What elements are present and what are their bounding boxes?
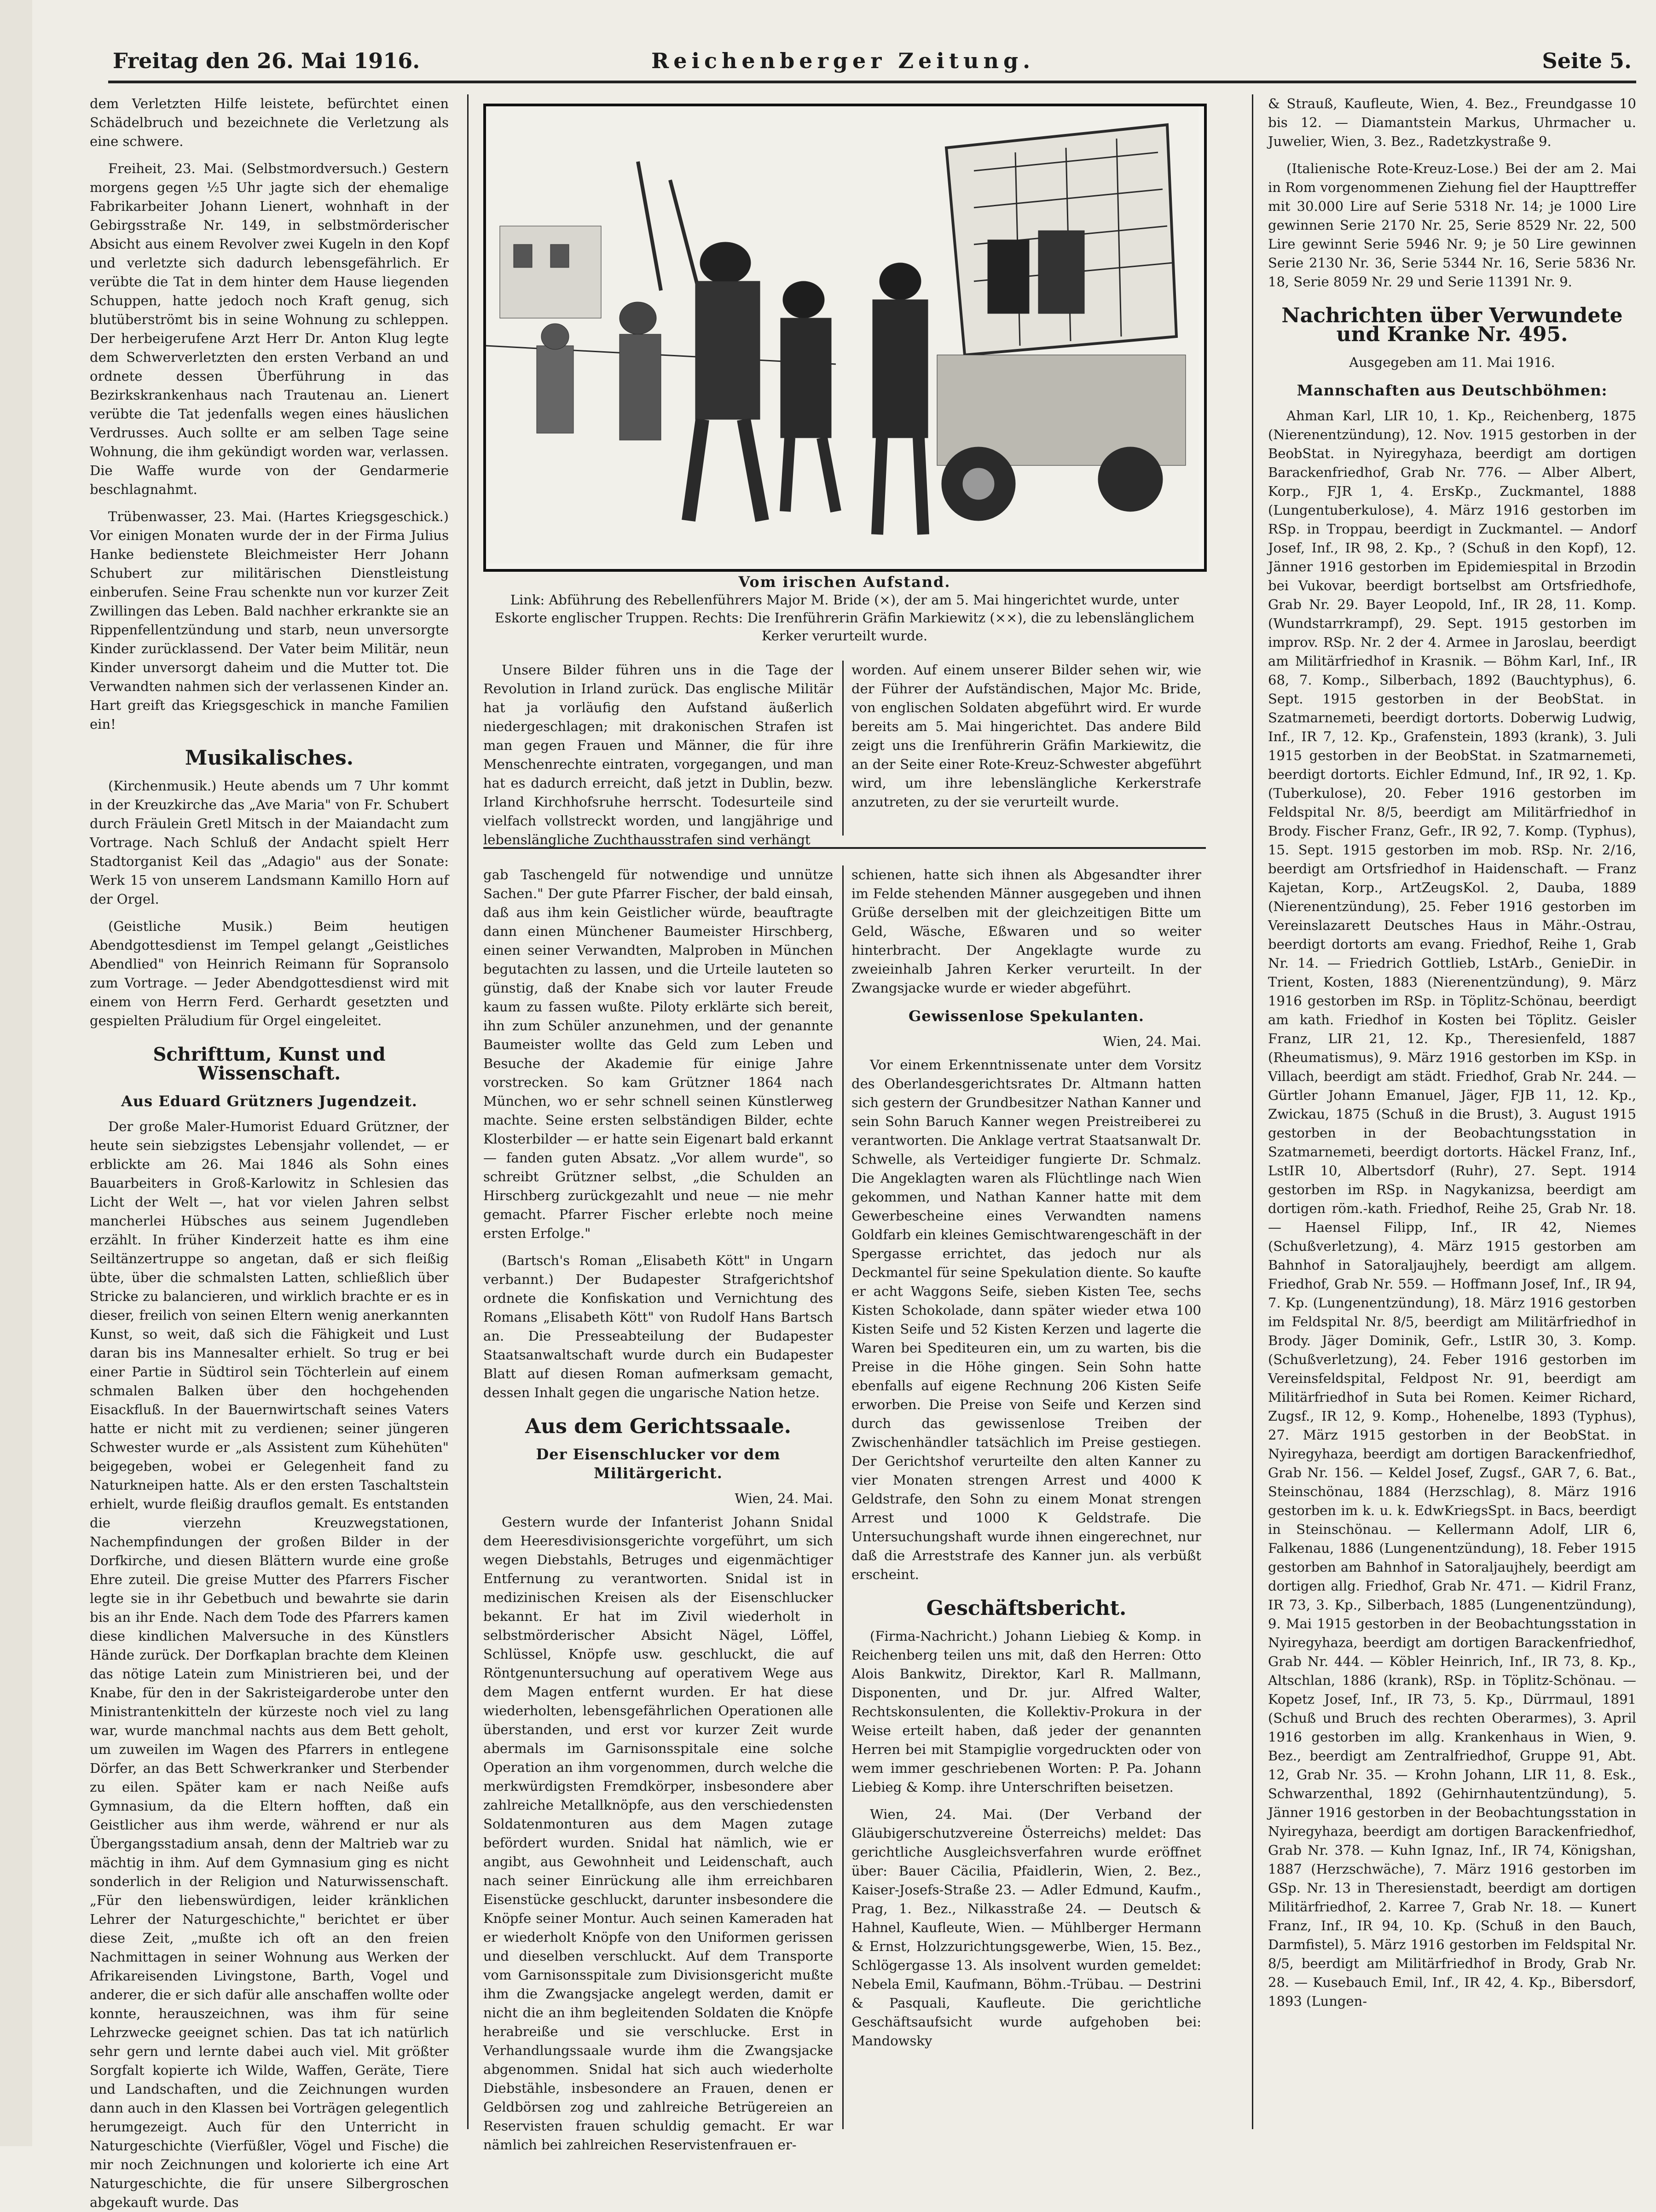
photo-article-right [851,661,1201,836]
left-margin-strip [0,0,32,2146]
article-text: Trübenwasser, 23. Mai. (Hartes Kriegsgeschick.) Vor einigen Monaten wurde der in der Firma Julius Hanke bedienstete Bleichmeister Herr Johann Schubert zur militärischen Dienstleistung einberufen. Seine Frau schenkte nun vor kurzer Zeit Zwillingen das Leben. Bald nachher erkrankte sie an Rippenfellentzündung und starb, neun unversorgte Kinder zurücklassend. Der Vater beim Militär, neun Kinder unversorgt daheim und die Mutter tot. Die Verwandten nahmen sich der verlassenen Kinder an. Hart greift das Kriegsgeschick in manche Familien ein! [90,509,449,732]
article-text: Der große Maler-Humorist Eduard Grützner, der heute sein siebzigstes Lebensjahr vollendet, — er erblickte am 26. Mai 1846 als Sohn eines Bauarbeiters in Groß-Karlowitz in Schlesien das Licht der Welt —, hat vor vielen Jahren selbst mancherlei Hübsches aus seinem Jugendleben erzählt. In früher Kinderzeit hatte es ihm eine Seiltänzertruppe so angetan, daß er sich fleißig übte, über die schmalsten Latten, schließlich über Stricke zu balancieren, und wirklich brachte er es in dieser, freilich von seinen Eltern wenig anerkannten Kunst, so weit, daß sich die Fähigkeit und Lust daran bis ins Mannesalter erhielt. So trug er bei einer Partie in Südtirol sein Töchterlein auf einem schmalen Balken über den hochgehenden Eisackfluß. In der Bauernwirtschaft seines Vaters hatte er nicht mit zu verdienen; seiner jüngeren Schwester wurde er „als Assistent zum Kühehüten" beigegeben, wobei er Gelegenheit fand zu Naturkneipen hatte. Als er den ersten Taschaltstein erhielt, wurde fleißig drauflos gemalt. Es entstanden die vierzehn Kreuzwegstationen, Nachempfindungen der großen Bilder in der Dorfkirche, und diesen Blättern wurde eine große Ehre zuteil. Die greise Mutter des Pfarrers Fischer legte sie in ihr Gebetbuch und bewahrte sie darin bis an ihr Ende. Nach dem Tode des Pfarrers kamen diese kindlichen Malversuche in des Künstlers Hände zurück. Der Dorfkaplan brachte dem Kleinen das nötige Latein zum Ministrieren bei, und der Knabe, für den in der Sakristeigarderobe unter den Ministrantenkitteln der kürzeste noch viel zu lang war, wurde manchmal nachts aus dem Bett geholt, um zuweilen im Wagen des Pfarrers in entlegene Dörfer, an das Bett Schwerkranker und Sterbender zu eilen. Später kam er nach Neiße aufs Gymnasium, da die Eltern hofften, daß ein Geistlicher aus ihm werde, während er nur als Übergangsstadium ansah, denn der Maltrieb war zu mächtig in ihm. Auf dem Gymnasium ging es nicht sonderlich in der Religion und Naturwissenschaft. „Für den liebenswürdigen, leider kränklichen Lehrer der Naturgeschichte," berichtet er über diese Zeit, „mußte ich oft an den freien Nachmittagen in seiner Wohnung aus Werken der Afrikareisenden Livingstone, Barth, Vogel und anderer, die er sich dafür alle anschaffen wollte oder konnte, herauszeichnen, was ihm für seine Lehrzwecke geeignet schien. Das tat ich natürlich sehr gern und lernte dabei auch viel. Mit größter Sorgfalt kopierte ich Wilde, Waffen, Geräte, Tiere und Landschaften, und die Zeichnungen wurden dann auch in den Klassen bei Vorträgen gelegentlich herumgezeigt. Auch für den Unterricht in Naturgeschichte (Vierfüßler, Vögel und Fische) die mir noch Zeichnungen und kolorierte ich eine Art Naturgeschichte, die für unsere Silbergroschen abgekauft wurde. Das [90,1119,449,2210]
article-text: Vor einem Erkenntnissenate unter dem Vorsitz des Oberlandesgerichtsrates Dr. Altmann hatten sich gestern der Grundbesitzer Nathan Kanner und sein Sohn Baruch Kanner wegen Preistreiberei zu verantworten. Die Anklage vertrat Staatsanwalt Dr. Schwelle, als Verteidiger fungierte Dr. Schmalz. Die Angeklagten waren als Flüchtlinge nach Wien gekommen, und Nathan Kanner hatte mit dem Gewerbescheine eines Verwandten namens Goldfarb ein kleines Gemischtwarengeschäft in der Spergasse errichtet, das jedoch nur als Deckmantel für seine Spekulation diente. So kaufte er acht Waggons Seife, sieben Kisten Tee, sechs Kisten Schokolade, dann später wieder etwa 100 Kisten Seife und 52 Kisten Kerzen und lagerte die Waren bei Spediteuren ein, um zu warten, bis die Preise in die Höhe gingen. Sein Sohn hatte ebenfalls auf eigene Rechnung 206 Kisten Seife erworben. Die Preise von Seife und Kerzen sind durch das gewissenlose Treiben der Zwischenhändler tatsächlich im Preise gestiegen. Der Gerichtshof verurteilte den alten Kanner zu vier Monaten strengen Arrest und 4000 K Geldstrafe, den Sohn zu einem Monat strengen Arrest und 1000 K Geldstrafe. Die Untersuchungshaft wurde ihnen eingerechnet, nur daß die Arreststrafe des Kanner jun. als verbüßt erscheint. [851,1057,1201,1582]
newspaper-title: Reichenberger Zeitung. [651,48,1035,73]
section-heading: Aus dem Gerichtssaale. [525,1415,791,1438]
section-heading: Geschäftsbericht. [926,1597,1127,1620]
article-text: Freiheit, 23. Mai. (Selbstmordversuch.) Gestern morgens gegen ½5 Uhr jagte sich der ehemalige Fabrikarbeiter Johann Lienert, wohnhaft in der Gebirgsstraße Nr. 149, in selbstmörderischer Absicht aus einem Revolver zwei Kugeln in den Kopf und verletzte sich dadurch lebensgefährlich. Er verübte die Tat in dem hinter dem Hause liegenden Schuppen, hatte jedoch noch Kraft genug, sich blutüberströmt bis in seine Wohnung zu schleppen. Der herbeigerufene Arzt Herr Dr. Anton Klug legte dem Schwerverletzten den ersten Verband an und ordnete dessen Überführung in das Bezirkskrankenhaus nach Trautenau an. Lienert verübte die Tat jedenfalls wegen eines häuslichen Verdrusses. Auch sollte er am selben Tage seine Wohnung, die ihm gekündigt worden war, verlassen. Die Waffe wurde von der Gendarmerie beschlagnahmt. [90,161,449,497]
section-heading: Nachrichten über Verwundete und Kranke Nr. 495. [1281,304,1623,346]
article-text: gab Taschengeld für notwendige und unnütze Sachen." Der gute Pfarrer Fischer, der bald einsah, daß aus ihm kein Geistlicher würde, beauftragte dann einen Münchener Baumeister Hirschberg, einen seiner Verwandten, Malproben in München begutachten zu lassen, und die Urteile lauteten so günstig, daß der Knabe sich vor lauter Freude kaum zu fassen wußte. Piloty erklärte sich bereit, ihn zum Schüler anzunehmen, und der genannte Baumeister wollte das Geld zum Leben und Besuche der Akademie für einige Jahre vorstrecken. So kam Grützner 1864 nach München, wo er sehr schnell seinen Künstlerweg machte. Seine ersten selbständigen Bilder, echte Klosterbilder — er hatte sein Eigenart bald erkannt — fanden guten Absatz. „Vor allem wurde", so schreibt Grützner selbst, „die Schulden an Hirschberg zurückgezahlt und neue — nie mehr gemacht. Pfarrer Fischer erlebte noch meine ersten Erfolge." [483,867,833,1241]
dateline: Wien, 24. Mai. [735,1491,833,1506]
photo-article-left [483,661,833,848]
list-heading: Mannschaften aus Deutschböhmen: [1297,382,1608,399]
section-heading: Musikalisches. [185,746,354,770]
caption-text: Link: Abführung des Rebellenführers Major M. Bride (×), der am 5. Mai hingerichtet wurde, unter Eskorte englischer Truppen. Rechts: Die Irenführerin Gräfin Markiewitz (××), die zu lebenslänglichem Kerker verurteilt wurde. [494,592,1195,644]
column-rule [842,865,844,2129]
article-text: (Italienische Rote-Kreuz-Lose.) Bei der am 2. Mai in Rom vorgenommenen Ziehung fiel der Haupttreffer mit 30.000 Lire auf Serie 5318 Nr. 14; je 1000 Lire gewinnen Serie 2170 Nr. 25, Serie 8529 Nr. 22, 500 Lire gewinnt Serie 5946 Nr. 9; je 50 Lire gewinnen Serie 2130 Nr. 36, Serie 5344 Nr. 16, Serie 5836 Nr. 18, Serie 8059 Nr. 29 und Serie 11391 Nr. 9. [1268,161,1636,290]
article-text: Gestern wurde der Infanterist Johann Snidal dem Heeresdivisionsgerichte vorgeführt, um sich wegen Diebstahls, Betruges und eigenmächtiger Entfernung zu verantworten. Snidal ist in medizinischen Kreisen als der Eisenschlucker bekannt. Er hat im Zivil wiederholt in selbstmörderischer Absicht Nägel, Löffel, Schlüssel, Knöpfe usw. geschluckt, die auf Röntgenuntersuchung auf operativem Wege aus dem Magen entfernt wurden. Er hat diese wiederholten, lebensgefährlichen Operationen alle überstanden, und erst vor kurzer Zeit wurde abermals im Garnisonsspitale eine solche Operation an ihm vorgenommen, durch welche die merkwürdigsten Fremdkörper, insbesondere aber zahlreiche Metallknöpfe, aus den verschiedensten Soldatenmonturen aus dem Magen zutage befördert wurden. Snidal hat nämlich, wie er angibt, aus Gewohnheit und Leidenschaft, auch nach seiner Einrückung alle ihm erreichbaren Eisenstücke geschluckt, darunter insbesondere die Knöpfe seiner Montur. Auch seinen Kameraden hat er wiederholt Knöpfe von den Uniformen gerissen und dieselben verschluckt. Auf dem Transporte vom Garnisonsspitale zum Divisionsgericht mußte ihm die Zwangsjacke angelegt werden, damit er nicht die an ihm begleitenden Soldaten die Knöpfe herabreiße und sie verschlucke. Erst in Verhandlungssaale wurde ihm die Zwangsjacke abgenommen. Snidal hat sich auch wiederholte Diebstähle, insbesondere an Frauen, denen er Geldbörsen zog und zahlreiche Betrügereien an Reservisten frauen schuldig gemacht. Er war nämlich bei zahlreichen Reservistenfrauen er- [483,1514,833,2153]
column-rule [1252,94,1253,2129]
article-text: dem Verletzten Hilfe leistete, befürchtet einen Schädelbruch und bezeichnete die Verletzung als eine schwere. [90,96,449,149]
article-text: (Bartsch's Roman „Elisabeth Kött" in Ungarn verbannt.) Der Budapester Strafgerichtshof ordnete die Konfiskation und Vernichtung des Romans „Elisabeth Kött" von Rudolf Hans Bartsch an. Die Presseabteilung der Budapester Staatsanwaltschaft wurde durch ein Budapester Blatt auf diesen Roman aufmerksam gemacht, dessen Inhalt gegen die ungarische Nation hetze. [483,1253,833,1400]
page-number: Seite 5. [1542,48,1632,73]
article-text: schienen, hatte sich ihnen als Abgesandter ihrer im Felde stehenden Männer ausgegeben und ihnen Grüße derselben mit der gleichzeitigen Bitte um Geld, Wäsche, Eßwaren und so weiter hinterbracht. Der Angeklagte wurde zu zweieinhalb Jahren Kerker verurteilt. In der Zwangsjacke wurde er wieder abgeführt. [851,867,1201,996]
column-1 [90,94,449,2210]
article-heading: Der Eisenschlucker vor dem Militärgericht. [536,1446,781,1482]
article-text: Unsere Bilder führen uns in die Tage der Revolution in Irland zurück. Das englische Militär hat ja vorläufig den Aufstand äußerlich niedergeschlagen; mit drakonischen Strafen ist man gegen Frauen und Männer, die für ihre Menschenrechte eintraten, vorgegangen, und man hat es dadurch erreicht, daß jetzt in Dublin, bezw. Irland Kirchhofsruhe herrscht. Todesurteile sind vielfach vollstreckt worden, und langjährige und lebenslängliche Zuchthausstrafen sind verhängt [483,662,833,848]
article-heading: Gewissenlose Spekulanten. [908,1007,1145,1025]
masthead [108,44,1636,83]
article-text: (Geistliche Musik.) Beim heutigen Abendgottesdienst im Tempel gelangt „Geistliches Abendlied" von Heinrich Reimann für Sopransolo zum Vortrage. — Jeder Abendgottesdienst wird mit einem von Herrn Ferd. Gerhardt gesetzten und gespielten Präludium für Orgel eingeleitet. [90,918,449,1028]
illustration-arrest-scene [486,106,1199,563]
section-heading: Schrifttum, Kunst und Wissenschaft. [153,1044,386,1084]
article-text: (Firma-Nachricht.) Johann Liebieg & Komp. in Reichenberg teilen uns mit, daß den Herren: Otto Alois Bankwitz, Direktor, Karl R. Mallmann, Disponenten, und Dr. jur. Alfred Walter, Rechtskonsulenten, die Kollektiv-Prokura in der Weise erteilt haben, daß jeder der genannten Herren bei mit Stampiglie vorgedruckten oder von wem immer geschriebenen Worten: P. Pa. Johann Liebieg & Komp. ihre Unterschriften beisetzen. [851,1628,1201,1795]
article-text: & Strauß, Kaufleute, Wien, 4. Bez., Freundgasse 10 bis 12. — Diamantstein Markus, Uhrmacher u. Juwelier, Wien, 3. Bez., Radetzkystraße 9. [1268,96,1636,149]
column-2 [483,865,833,2153]
column-rule [842,661,844,836]
article-text: Wien, 24. Mai. (Der Verband der Gläubigerschutzvereine Österreichs) meldet: Das gerichtliche Ausgleichsverfahren wurde eröffnet über: Bauer Cäcilia, Pfaidlerin, Wien, 2. Bez., Kaiser-Josefs-Straße 23. — Adler Edmund, Kaufm., Prag, 1. Bez., Nilkasstraße 24. — Deutsch & Hahnel, Kaufleute, Wien. — Mühlberger Hermann & Ernst, Holzzurichtungsgewerbe, Wien, 15. Bez., Schlögergasse 13. Als insolvent wurden gemeldet: Nebela Emil, Kaufmann, Böhm.-Trübau. — Destrini & Pasquali, Kaufleute. Die gerichtliche Geschäftsaufsicht wurde aufgehoben bei: Mandowsky [851,1806,1201,2049]
issue-date: Freitag den 26. Mai 1916. [113,48,420,73]
article-heading: Aus Eduard Grützners Jugendzeit. [121,1092,417,1110]
column-3 [851,865,1201,2131]
photo-caption [483,573,1206,645]
news-photo [483,104,1207,572]
dateline: Wien, 24. Mai. [1103,1033,1201,1049]
casualty-list: Ahman Karl, LIR 10, 1. Kp., Reichenberg, 1875 (Nierenentzündung), 12. Nov. 1915 gestorben in der BeobStat. in Nyiregyhaza, beerdigt am dortigen Barackenfriedhof, Grab Nr. 776. — Alber Albert, Korp., FJR 1, 4. ErsKp., Zuckmantel, 1888 (Lungentuberkulose), 4. März 1916 gestorben im RSp. in Troppau, beerdigt in Zuckmantel. — Andorf Josef, Inf., IR 98, 2. Kp., ? (Schuß in den Kopf), 12. Jänner 1916 gestorben im Epidemiespital in Brzodin bei Vukovar, beerdigt bortselbst am Ortsfriedhofe, Grab Nr. 29. Bayer Leopold, Inf., IR 28, 11. Komp. (Wundstarrkrampf), 29. Sept. 1915 gestorben im improv. RSp. Nr. 2 der 4. Armee in Jaroslau, beerdigt am Militärfriedhof in Krasnik. — Böhm Karl, Inf., IR 68, 7. Komp., Silberbach, 1892 (Bauchtyphus), 6. Sept. 1915 gestorben in der BeobStat. in Szatmarnemeti, beerdigt dortorts. Doberwig Ludwig, Inf., IR 7, 12. Kp., Grafenstein, 1893 (krank), 3. Juli 1915 gestorben in der BeobStat. in Szatmarnemeti, beerdigt dortorts. Eichler Edmund, Inf., IR 92, 1. Kp. (Tuberkulose), 20. Feber 1916 gestorben im Feldspital Nr. 8/5, beerdigt am Militärfriedhof in Brody. Fischer Franz, Gefr., IR 92, 7. Komp. (Typhus), 15. Sept. 1915 gestorben im mob. RSp. Nr. 2/16, beerdigt am Ortsfriedhof in Haidenschaft. — Franz Kajetan, Korp., ArtZeugsKol. 2, Dauba, 1889 (Nierenentzündung), 25. Feber 1916 gestorben im Vereinslazarett Deutsches Haus in Mähr.-Ostrau, beerdigt dortorts am evang. Friedhof, Reihe 1, Grab Nr. 14. — Friedrich Gottlieb, LstArb., GenieDir. in Trient, Kosten, 1883 (Nierenentzündung), 9. März 1916 gestorben im RSp. in Töplitz-Schönau, beerdigt am kath. Friedhof in Kosten bei Töplitz. Geisler Franz, LIR 21, 12. Kp., Theresienfeld, 1887 (Rheumatismus), 9. März 1916 gestorben im KSp. in Villach, beerdigt am städt. Friedhof, Grab Nr. 244. — Gürtler Johann Emanuel, Jäger, FJB 11, 12. Kp., Zwickau, 1875 (Schuß in die Brust), 3. August 1915 gestorben in der Beobachtungsstation in Szatmarnemeti, beerdigt dortorts. Häckel Franz, Inf., LstIR 10, Albertsdorf (Ruhr), 27. Sept. 1914 gestorben im RSp. in Nagykanizsa, beerdigt am dortigen röm.-kath. Friedhof, Reihe 25, Grab Nr. 18. — Haensel Filipp, Inf., IR 42, Niemes (Schußverletzung), 4. März 1915 gestorben am Bahnhof in Satoraljaujhely, beerdigt am allgem. Friedhof, Grab Nr. 559. — Hoffmann Josef, Inf., IR 94, 7. Kp. (Lungenentzündung), 18. März 1916 gestorben im Feldspital Nr. 8/5, beerdigt am Militärfriedhof in Brody. Jäger Dominik, Gefr., LstIR 30, 3. Komp. (Schußverletzung), 24. Feber 1916 gestorben im Vereinsfeldspital, Feldpost Nr. 91, beerdigt am Militärfriedhof in Suta bei Romen. Keimer Richard, Zugsf., IR 12, 9. Komp., Hohenelbe, 1893 (Typhus), 27. März 1915 gestorben in der BeobStat. in Nyiregyhaza, beerdigt am dortigen Barackenfriedhof, Grab Nr. 156. — Keldel Josef, Zugsf., GAR 7, 6. Bat., Steinschönau, 1884 (Herzschlag), 8. März 1916 gestorben im k. u. k. EdwKriegsSpt. in Bacs, beerdigt in Steinschönau. — Kellermann Adolf, LIR 6, Falkenau, 1886 (Lungenentzündung), 18. Feber 1915 gestorben am Bahnhof in Satoraljaujhely, beerdigt am dortigen allg. Friedhof, Grab Nr. 471. — Kidril Franz, IR 73, 3. Kp., Silberbach, 1885 (Lungenentzündung), 9. Mai 1915 gestorben in der Beobachtungsstation in Nyiregyhaza, beerdigt am dortigen Barackenfriedhof, Grab Nr. 444. — Köbler Heinrich, Inf., IR 73, 8. Kp., Altschlan, 1886 (krank), RSp. in Töplitz-Schönau. — Kopetz Josef, Inf., IR 73, 5. Kp., Dürrmaul, 1891 (Schuß und Bruch des rechten Oberarmes), 3. April 1916 gestorben im allg. Krankenhaus in Wien, 9. Bez., beerdigt am Zentralfriedhof, Gruppe 91, Abt. 12, Grab Nr. 35. — Krohn Johann, LIR 11, 8. Esk., Schwarzenthal, 1892 (Gehirnhautentzündung), 5. Jänner 1916 gestorben in der Beobachtungsstation in Nyiregyhaza, beerdigt am dortigen Barackenfriedhof, Grab Nr. 378. — Kuhn Ignaz, Inf., IR 74, Königshan, 1887 (Herzschwäche), 7. März 1916 gestorben im GSp. Nr. 13 in Theresienstadt, beerdigt am dortigen Militärfriedhof, 2. Karree 7, Grab Nr. 18. — Kunert Franz, Inf., IR 94, 10. Kp. (Schuß in den Bauch, Darmfistel), 5. März 1916 gestorben im Feldspital Nr. 8/5, beerdigt am Militärfriedhof in Brody, Grab Nr. 28. — Kusebauch Emil, Inf., IR 42, 4. Kp., Bibersdorf, 1893 (Lungen- [1268,408,1636,2009]
issue-note: Ausgegeben am 11. Mai 1916. [1349,354,1555,370]
article-text: worden. Auf einem unserer Bilder sehen wir, wie der Führer der Aufständischen, Major Mc. Bride, von englischen Soldaten abgeführt wird. Er wurde bereits am 5. Mai hingerichtet. Das andere Bild zeigt uns die Irenführerin Gräfin Markiewitz, die an der Seite einer Rote-Kreuz-Schwester abgeführt wird, um ihre lebenslängliche Kerkerstrafe anzutreten, zu der sie verurteilt wurde. [851,662,1201,810]
article-text: (Kirchenmusik.) Heute abends um 7 Uhr kommt in der Kreuzkirche das „Ave Maria" von Fr. Schubert durch Fräulein Gretl Mitsch in der Maiandacht zum Vortrage. Nach Schluß der Andacht spielt Herr Stadtorganist Keil das „Adagio" aus der Sonate: Werk 15 von unserem Landsmann Kamillo Horn auf der Orgel. [90,778,449,907]
column-rule [467,94,469,2129]
column-4 [1268,94,1636,2129]
caption-title: Vom irischen Aufstand. [738,573,951,591]
